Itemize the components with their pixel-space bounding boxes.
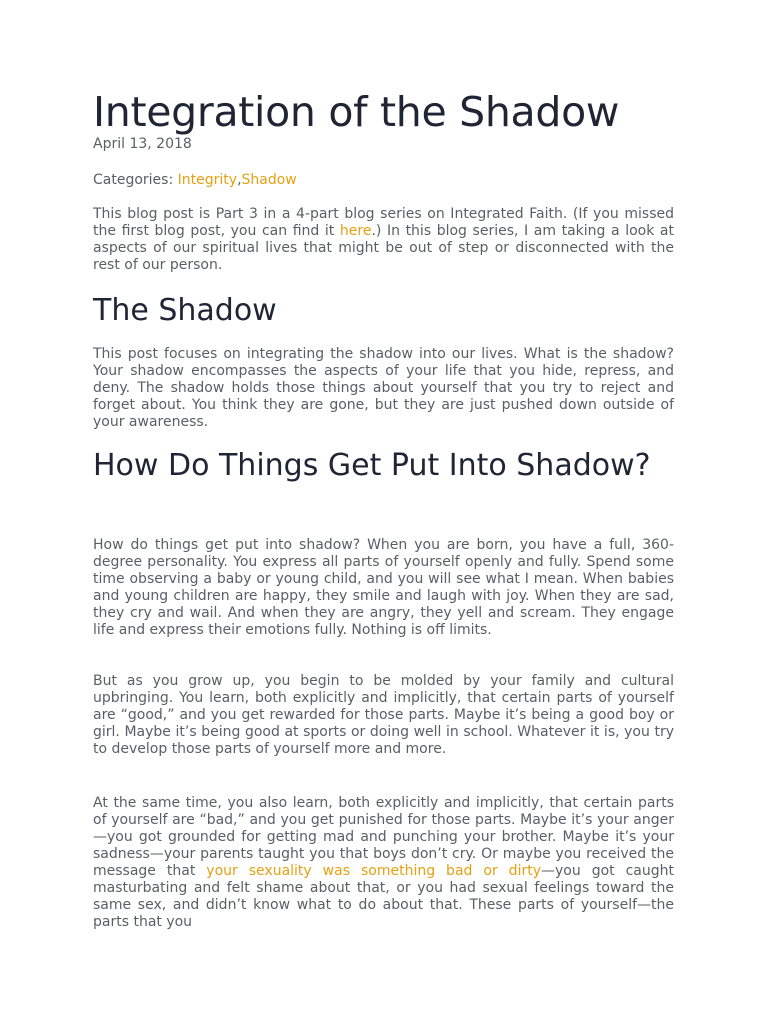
how-paragraph-3 — [93, 795, 674, 931]
intro-text-after-link: .) In this blog series, I am taking a look at aspects of our spiritual lives that might be out of step or disconnected with the rest of our person. — [93, 223, 675, 273]
post-categories — [93, 171, 297, 189]
post-title: Integration of the Shadow — [93, 88, 620, 136]
how-paragraph-1: How do things get put into shadow? When you are born, you have a full, 360-degree personality. You express all parts of yourself openly and fully. Spend some time observing a baby or young child, and you will see what I mean. When babies and young children are happy, they smile and laugh with joy. When they are sad, they cry and wail. And when they are angry, they yell and scream. They engage life and express their emotions fully. Nothing is off limits. — [93, 537, 674, 638]
category-separator: , — [237, 172, 242, 188]
category-link-shadow[interactable]: Shadow — [241, 172, 297, 188]
shadow-paragraph: This post focuses on integrating the shadow into our lives. What is the shadow? Your shadow encompasses the aspects of your life that you hide, repress, and deny. The shadow holds those things about yourself that you try to reject and forget about. You think they are gone, but they are just pushed down outside of your awareness. — [93, 346, 674, 430]
how-paragraph-3-text-before-link: At the same time, you also learn, both explicitly and implicitly, that certain parts of yourself are “bad,” and you get punished for those parts. Maybe it’s your anger—you got grounded for getting mad and punching your brother. Maybe it’s your sadness—your parents taught you that boys don’t cry. Or maybe you received the message that — [93, 795, 674, 879]
post-date: April 13, 2018 — [93, 136, 192, 152]
how-paragraph-2: But as you grow up, you begin to be molded by your family and cultural upbringing. You learn, both explicitly and implicitly, that certain parts of yourself are “good,” and you get rewarded for those parts. Maybe it’s being a good boy or girl. Maybe it’s being good at sports or doing well in school. Whatever it is, you try to develop those parts of yourself more and more. — [93, 673, 674, 757]
intro-paragraph — [93, 206, 674, 274]
section-heading-how: How Do Things Get Put Into Shadow? — [93, 448, 651, 483]
intro-text-before-link: This blog post is Part 3 in a 4-part blog series on Integrated Faith. (If you missed the first blog post, you can find it — [93, 206, 674, 239]
first-post-link[interactable]: here — [339, 223, 372, 239]
categories-label: Categories: — [93, 172, 174, 188]
section-heading-shadow: The Shadow — [93, 293, 277, 328]
sexuality-article-link[interactable]: your sexuality was something bad or dirty — [206, 863, 541, 879]
category-link-integrity[interactable]: Integrity — [177, 172, 238, 188]
how-paragraph-3-text-after-link: —you got caught masturbating and felt shame about that, or you had sexual feelings toward the same sex, and didn’t know what to do about that. These parts of yourself—the parts that you — [93, 863, 675, 930]
